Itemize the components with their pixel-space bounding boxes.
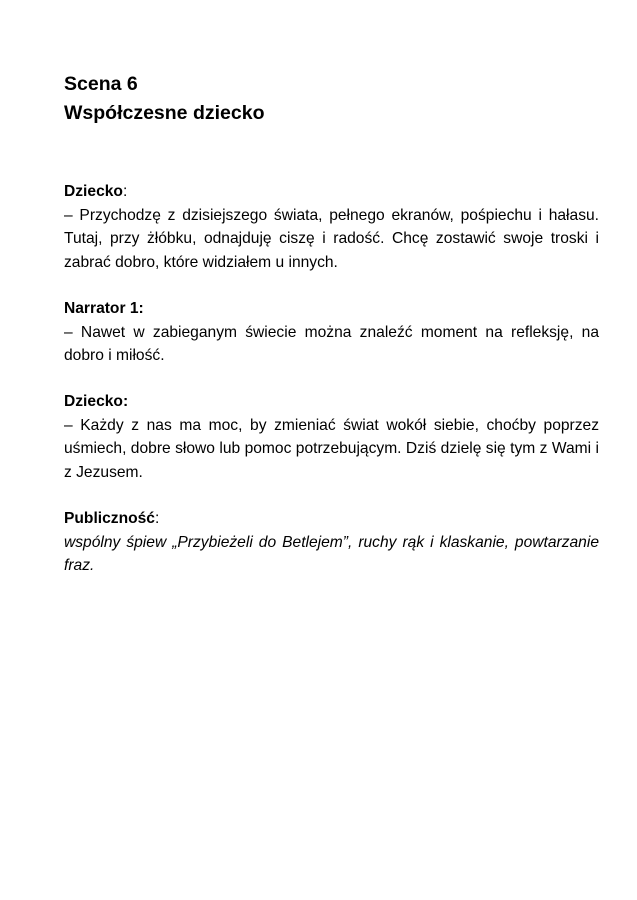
speaker-name: Dziecko [64,393,123,410]
dialogue-text: – Przychodzę z dzisiejszego świata, pełnego ekranów, pośpiechu i hałasu. Tutaj, przy żłóbku, odnajduję ciszę i radość. Chcę zostawić swoje troski i zabrać dobro, które widziałem u innych. [64,206,599,271]
speaker-label [64,180,599,204]
speaker-colon: : [154,510,160,527]
speaker-label [64,297,599,321]
speaker-colon: : [138,300,144,317]
dialogue-section-audience [64,507,599,578]
dialogue-text: – Nawet w zabieganym świecie można znaleźć moment na refleksję, na dobro i miłość. [64,323,599,364]
scene-title: Współczesne dziecko [64,102,265,124]
speaker-colon: : [122,183,128,200]
dialogue-text: – Każdy z nas ma moc, by zmieniać świat wokół siebie, choćby poprzez uśmiech, dobre słowo lub pomoc potrzebującym. Dziś dzielę się tym z Wami i z Jezusem. [64,416,599,481]
speaker-name: Narrator 1 [64,300,139,317]
speaker-label [64,507,599,531]
speaker-name: Dziecko [64,183,123,200]
dialogue-section-child-1 [64,180,599,274]
speaker-label [64,390,599,414]
speaker-colon: : [122,393,129,410]
dialogue-section-child-2 [64,390,599,484]
scene-number: Scena 6 [64,73,138,95]
stage-direction-text: wspólny śpiew „Przybieżeli do Betlejem”, ruchy rąk i klaskanie, powtarzanie fraz. [64,533,599,574]
speaker-name: Publiczność [64,510,155,527]
dialogue-section-narrator-1 [64,297,599,368]
